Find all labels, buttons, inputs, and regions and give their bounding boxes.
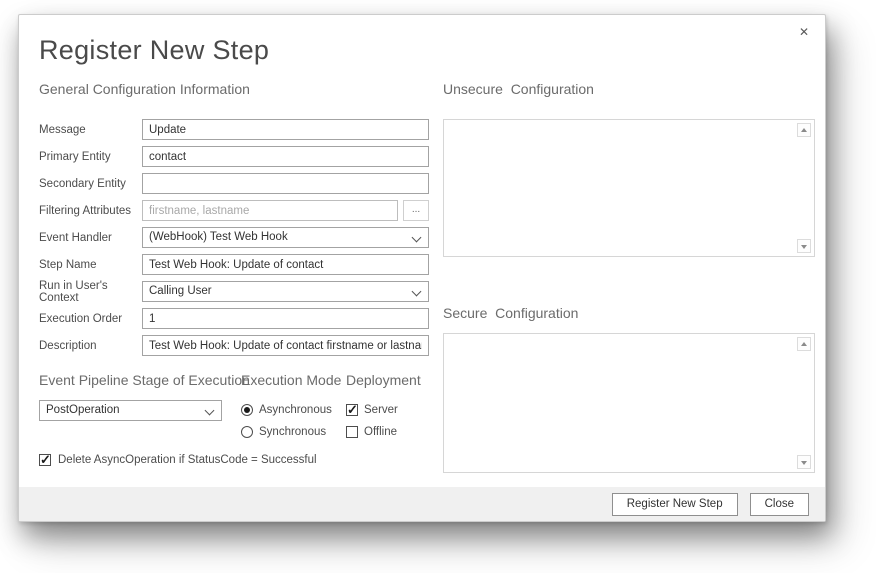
chevron-down-icon — [205, 406, 215, 416]
delete-asyncoperation-label: Delete AsyncOperation if StatusCode = Successful — [58, 454, 317, 466]
unsecure-configuration-header: Unsecure Configuration — [443, 81, 594, 97]
configuration-column — [443, 81, 815, 473]
delete-asyncoperation-option[interactable] — [39, 454, 317, 466]
checkbox-checked-icon[interactable] — [39, 454, 51, 466]
description-input[interactable] — [142, 335, 429, 356]
offline-label: Offline — [364, 426, 398, 438]
chevron-down-icon — [412, 233, 422, 243]
checkbox-checked-icon[interactable] — [346, 404, 358, 416]
primary-entity-label: Primary Entity — [39, 150, 111, 163]
pipeline-stage-block — [39, 372, 429, 488]
execution-mode-header: Execution Mode — [241, 372, 342, 388]
secure-configuration-textarea[interactable] — [444, 334, 814, 472]
event-handler-row — [39, 227, 429, 248]
secondary-entity-label: Secondary Entity — [39, 177, 126, 190]
scroll-up-icon[interactable] — [797, 123, 811, 137]
filtering-attributes-row — [39, 200, 429, 221]
dialog-footer — [19, 487, 825, 521]
secondary-entity-input[interactable] — [142, 173, 429, 194]
secondary-entity-row — [39, 173, 429, 194]
unsecure-configuration-box — [443, 119, 815, 257]
general-configuration-header: General Configuration Information — [39, 81, 250, 97]
radio-selected-icon[interactable] — [241, 404, 253, 416]
execution-order-label: Execution Order — [39, 312, 123, 325]
filtering-attributes-browse-button[interactable]: ... — [403, 200, 429, 221]
execution-mode-asynchronous-option[interactable] — [241, 403, 332, 417]
filtering-attributes-label: Filtering Attributes — [39, 204, 132, 217]
message-row — [39, 119, 429, 140]
scroll-up-icon[interactable] — [797, 337, 811, 351]
close-icon[interactable]: ✕ — [798, 25, 810, 39]
message-label: Message — [39, 123, 86, 136]
page-title: Register New Step — [39, 35, 270, 65]
step-name-label: Step Name — [39, 258, 97, 271]
register-new-step-button[interactable]: Register New Step — [612, 493, 738, 516]
description-label: Description — [39, 339, 97, 352]
execution-mode-synchronous-option[interactable] — [241, 425, 326, 439]
filtering-attributes-input[interactable] — [142, 200, 398, 221]
execution-order-input[interactable] — [142, 308, 429, 329]
secure-configuration-box — [443, 333, 815, 473]
run-in-users-context-label: Run in User's Context — [39, 279, 108, 304]
primary-entity-row — [39, 146, 429, 167]
deployment-server-option[interactable] — [346, 403, 398, 417]
unsecure-configuration-textarea[interactable] — [444, 120, 814, 256]
primary-entity-input[interactable] — [142, 146, 429, 167]
event-pipeline-stage-header: Event Pipeline Stage of Execution — [39, 372, 250, 388]
run-in-users-context-select[interactable] — [142, 281, 429, 302]
description-row — [39, 335, 429, 356]
execution-order-row — [39, 308, 429, 329]
message-input[interactable] — [142, 119, 429, 140]
event-handler-value: (WebHook) Test Web Hook — [149, 231, 288, 243]
event-handler-select[interactable] — [142, 227, 429, 248]
step-name-input[interactable] — [142, 254, 429, 275]
event-handler-label: Event Handler — [39, 231, 112, 244]
asynchronous-label: Asynchronous — [259, 404, 332, 416]
pipeline-stage-value: PostOperation — [46, 404, 120, 416]
scroll-down-icon[interactable] — [797, 455, 811, 469]
deployment-offline-option[interactable] — [346, 425, 397, 439]
chevron-down-icon — [412, 287, 422, 297]
scroll-down-icon[interactable] — [797, 239, 811, 253]
pipeline-stage-select[interactable] — [39, 400, 222, 421]
register-new-step-dialog — [18, 14, 826, 522]
general-configuration-section — [39, 81, 429, 488]
synchronous-label: Synchronous — [259, 426, 327, 438]
run-in-users-context-value: Calling User — [149, 285, 212, 297]
secure-configuration-header: Secure Configuration — [443, 305, 579, 321]
step-name-row — [39, 254, 429, 275]
server-label: Server — [364, 404, 398, 416]
close-button[interactable]: Close — [750, 493, 809, 516]
radio-unselected-icon[interactable] — [241, 426, 253, 438]
checkbox-unchecked-icon[interactable] — [346, 426, 358, 438]
deployment-header: Deployment — [346, 372, 421, 388]
run-in-users-context-row — [39, 281, 429, 302]
